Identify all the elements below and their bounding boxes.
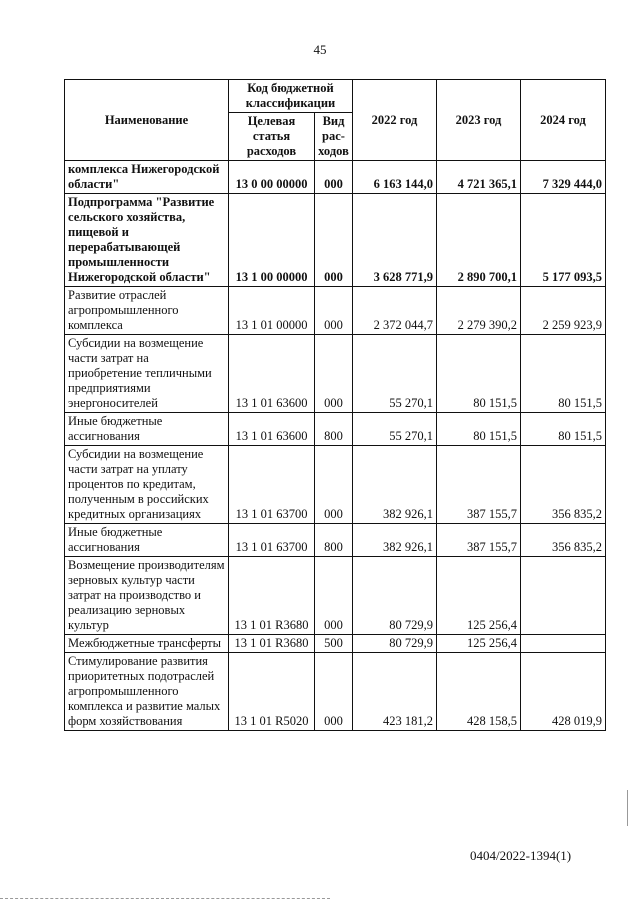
bottom-edge-mark xyxy=(0,898,330,901)
cell-kind: 500 xyxy=(315,635,353,653)
page-number: 45 xyxy=(313,42,327,57)
cell-code: 13 1 01 63600 xyxy=(229,413,315,446)
document-code: 0404/2022-1394(1) xyxy=(470,848,572,863)
table-body xyxy=(65,161,606,731)
table-row xyxy=(65,161,606,194)
cell-y2023: 4 721 365,1 xyxy=(437,161,521,194)
cell-code: 13 1 01 63700 xyxy=(229,524,315,557)
table-row xyxy=(65,194,606,287)
cell-y2022: 6 163 144,0 xyxy=(353,161,437,194)
cell-y2022: 55 270,1 xyxy=(353,413,437,446)
header-2023: 2023 год xyxy=(437,80,521,161)
cell-kind: 000 xyxy=(315,557,353,635)
table-row xyxy=(65,524,606,557)
budget-table xyxy=(64,79,606,731)
cell-code: 13 1 01 63700 xyxy=(229,446,315,524)
cell-name: Иные бюджетные ассигнования xyxy=(65,524,229,557)
cell-y2023: 387 155,7 xyxy=(437,446,521,524)
table-row xyxy=(65,413,606,446)
cell-y2022: 55 270,1 xyxy=(353,335,437,413)
cell-y2024: 7 329 444,0 xyxy=(521,161,606,194)
cell-code: 13 1 01 R3680 xyxy=(229,557,315,635)
cell-y2022: 2 372 044,7 xyxy=(353,287,437,335)
header-2022: 2022 год xyxy=(353,80,437,161)
cell-y2022: 80 729,9 xyxy=(353,557,437,635)
cell-name: Возмещение производителям зерновых культур части затрат на производство и реализацию зерновых культур xyxy=(65,557,229,635)
cell-y2024 xyxy=(521,635,606,653)
cell-name: Подпрограмма "Развитие сельского хозяйства, пищевой и перерабатывающей промышленности Нижегородской области" xyxy=(65,194,229,287)
cell-code: 13 1 01 63600 xyxy=(229,335,315,413)
table-row xyxy=(65,287,606,335)
header-kind: Вид рас-ходов xyxy=(315,113,353,161)
table-row xyxy=(65,446,606,524)
cell-y2023: 387 155,7 xyxy=(437,524,521,557)
cell-name: Межбюджетные трансферты xyxy=(65,635,229,653)
cell-code: 13 1 01 R5020 xyxy=(229,653,315,731)
cell-y2023: 80 151,5 xyxy=(437,413,521,446)
cell-y2024 xyxy=(521,557,606,635)
cell-code: 13 1 00 00000 xyxy=(229,194,315,287)
cell-y2023: 428 158,5 xyxy=(437,653,521,731)
cell-y2023: 80 151,5 xyxy=(437,335,521,413)
header-2024: 2024 год xyxy=(521,80,606,161)
cell-y2023: 125 256,4 xyxy=(437,557,521,635)
cell-name: Субсидии на возмещение части затрат на приобретение тепличными предприятиями энергоносителей xyxy=(65,335,229,413)
cell-y2022: 382 926,1 xyxy=(353,446,437,524)
cell-y2023: 125 256,4 xyxy=(437,635,521,653)
header-code-group: Код бюджетной классификации xyxy=(229,80,353,113)
cell-kind: 000 xyxy=(315,653,353,731)
cell-name: Иные бюджетные ассигнования xyxy=(65,413,229,446)
table-row xyxy=(65,635,606,653)
margin-mark xyxy=(627,790,628,826)
cell-kind: 000 xyxy=(315,287,353,335)
cell-code: 13 0 00 00000 xyxy=(229,161,315,194)
cell-kind: 000 xyxy=(315,446,353,524)
table-row xyxy=(65,557,606,635)
cell-kind: 000 xyxy=(315,161,353,194)
cell-y2022: 3 628 771,9 xyxy=(353,194,437,287)
cell-y2022: 423 181,2 xyxy=(353,653,437,731)
cell-y2024: 356 835,2 xyxy=(521,446,606,524)
cell-code: 13 1 01 00000 xyxy=(229,287,315,335)
cell-y2023: 2 279 390,2 xyxy=(437,287,521,335)
cell-y2024: 428 019,9 xyxy=(521,653,606,731)
cell-code: 13 1 01 R3680 xyxy=(229,635,315,653)
cell-name: Субсидии на возмещение части затрат на уплату процентов по кредитам, полученным в российских кредитных организациях xyxy=(65,446,229,524)
cell-y2024: 80 151,5 xyxy=(521,413,606,446)
cell-kind: 800 xyxy=(315,413,353,446)
cell-y2022: 382 926,1 xyxy=(353,524,437,557)
cell-kind: 000 xyxy=(315,194,353,287)
cell-y2022: 80 729,9 xyxy=(353,635,437,653)
table-row xyxy=(65,335,606,413)
cell-kind: 800 xyxy=(315,524,353,557)
header-target: Целевая статья расходов xyxy=(229,113,315,161)
cell-y2023: 2 890 700,1 xyxy=(437,194,521,287)
header-name: Наименование xyxy=(65,80,229,161)
table-row xyxy=(65,653,606,731)
cell-y2024: 2 259 923,9 xyxy=(521,287,606,335)
cell-y2024: 80 151,5 xyxy=(521,335,606,413)
cell-name: комплекса Нижегородской области" xyxy=(65,161,229,194)
cell-name: Развитие отраслей агропромышленного комплекса xyxy=(65,287,229,335)
cell-name: Стимулирование развития приоритетных подотраслей агропромышленного комплекса и развитие малых форм хозяйствования xyxy=(65,653,229,731)
cell-y2024: 5 177 093,5 xyxy=(521,194,606,287)
cell-y2024: 356 835,2 xyxy=(521,524,606,557)
cell-kind: 000 xyxy=(315,335,353,413)
